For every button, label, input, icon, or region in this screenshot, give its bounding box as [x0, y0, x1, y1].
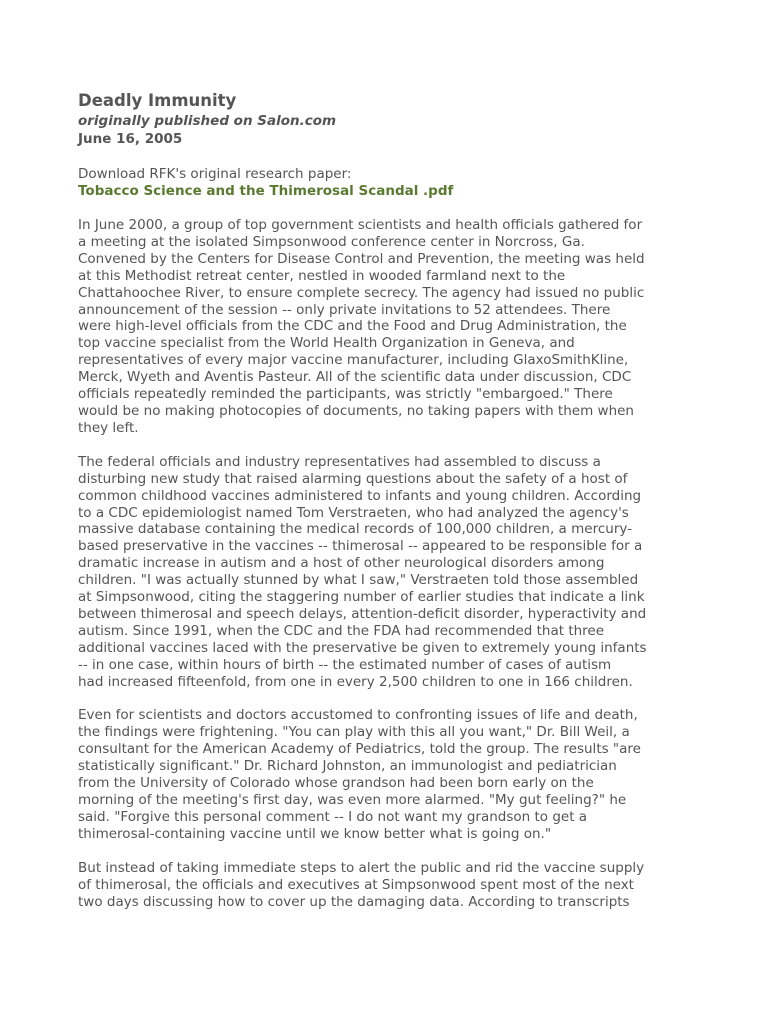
paragraph-line: Convened by the Centers for Disease Control and Prevention, the meeting was held [78, 250, 645, 267]
download-block [78, 166, 678, 200]
paragraph-line: consultant for the American Academy of Pediatrics, told the group. The results "are [78, 741, 641, 758]
paragraph-line: children. "I was actually stunned by what I saw," Verstraeten told those assembled [78, 572, 639, 589]
paragraph-line: between thimerosal and speech delays, attention-deficit disorder, hyperactivity and [78, 605, 647, 622]
paragraph-line: thimerosal-containing vaccine until we know better what is going on." [78, 825, 552, 842]
paragraph-line: top vaccine specialist from the World Health Organization in Geneva, and [78, 335, 575, 352]
paragraph-line: The federal officials and industry representatives had assembled to discuss a [78, 453, 601, 470]
paragraph-line: were high-level officials from the CDC and the Food and Drug Administration, the [78, 318, 627, 335]
document-page [78, 90, 678, 910]
paragraph-line: Merck, Wyeth and Aventis Pasteur. All of the scientific data under discussion, CDC [78, 369, 632, 386]
paragraph-line: But instead of taking immediate steps to alert the public and rid the vaccine supply [78, 859, 645, 876]
paragraph-4 [78, 860, 678, 911]
download-label: Download RFK's original research paper: [78, 166, 352, 182]
paragraph-line: based preservative in the vaccines -- thimerosal -- appeared to be responsible for a [78, 538, 643, 555]
article-date: June 16, 2005 [78, 131, 183, 147]
paragraph-line: the findings were frightening. "You can play with this all you want," Dr. Bill Weil, a [78, 724, 630, 741]
paragraph-line: at Simpsonwood, citing the staggering number of earlier studies that indicate a link [78, 589, 645, 606]
article-title: Deadly Immunity [78, 91, 237, 110]
paragraph-line: dramatic increase in autism and a host of other neurological disorders among [78, 555, 605, 572]
paragraph-line: from the University of Colorado whose grandson had been born early on the [78, 775, 594, 792]
paragraph-line: autism. Since 1991, when the CDC and the FDA had recommended that three [78, 622, 605, 639]
paragraph-line: massive database containing the medical records of 100,000 children, a mercury- [78, 521, 632, 538]
paragraph-line: of thimerosal, the officials and executives at Simpsonwood spent most of the next [78, 876, 634, 893]
paragraph-line: announcement of the session -- only private invitations to 52 attendees. There [78, 301, 611, 318]
paragraph-line: they left. [78, 419, 139, 436]
paragraph-line: morning of the meeting's first day, was even more alarmed. "My gut feeling?" he [78, 792, 627, 808]
paragraph-line: Chattahoochee River, to ensure complete secrecy. The agency had issued no public [78, 284, 645, 301]
paragraph-line: at this Methodist retreat center, nestled in wooded farmland next to the [78, 267, 566, 284]
article-subtitle: originally published on Salon.com [78, 113, 337, 129]
paragraph-line: to a CDC epidemiologist named Tom Verstraeten, who had analyzed the agency's [78, 504, 629, 521]
paragraph-1 [78, 217, 678, 437]
paragraph-line: In June 2000, a group of top government scientists and health officials gathered for [78, 217, 643, 233]
paragraph-line: Even for scientists and doctors accustomed to confronting issues of life and death, [78, 707, 638, 724]
paragraph-line: two days discussing how to cover up the damaging data. According to transcripts [78, 893, 630, 910]
paragraph-line: had increased fifteenfold, from one in every 2,500 children to one in 166 children. [78, 673, 633, 690]
paragraph-line: -- in one case, within hours of birth -- the estimated number of cases of autism [78, 656, 612, 673]
paragraph-line: representatives of every major vaccine manufacturer, including GlaxoSmithKline, [78, 352, 629, 369]
paragraph-line: a meeting at the isolated Simpsonwood conference center in Norcross, Ga. [78, 233, 585, 250]
paragraph-line: officials repeatedly reminded the participants, was strictly "embargoed." There [78, 386, 613, 403]
paragraph-2 [78, 454, 678, 691]
paragraph-line: would be no making photocopies of documents, no taking papers with them when [78, 402, 634, 419]
paragraph-line: disturbing new study that raised alarming questions about the safety of a host of [78, 470, 628, 487]
paragraph-line: said. "Forgive this personal comment -- I do not want my grandson to get a [78, 808, 588, 825]
paragraph-3 [78, 707, 678, 842]
pdf-download-link[interactable]: Tobacco Science and the Thimerosal Scandal .pdf [78, 183, 454, 199]
paragraph-line: statistically significant." Dr. Richard Johnston, an immunologist and pediatrician [78, 758, 617, 775]
paragraph-line: additional vaccines laced with the preservative be given to extremely young infants [78, 639, 647, 656]
paragraph-line: common childhood vaccines administered to infants and young children. According [78, 487, 642, 504]
